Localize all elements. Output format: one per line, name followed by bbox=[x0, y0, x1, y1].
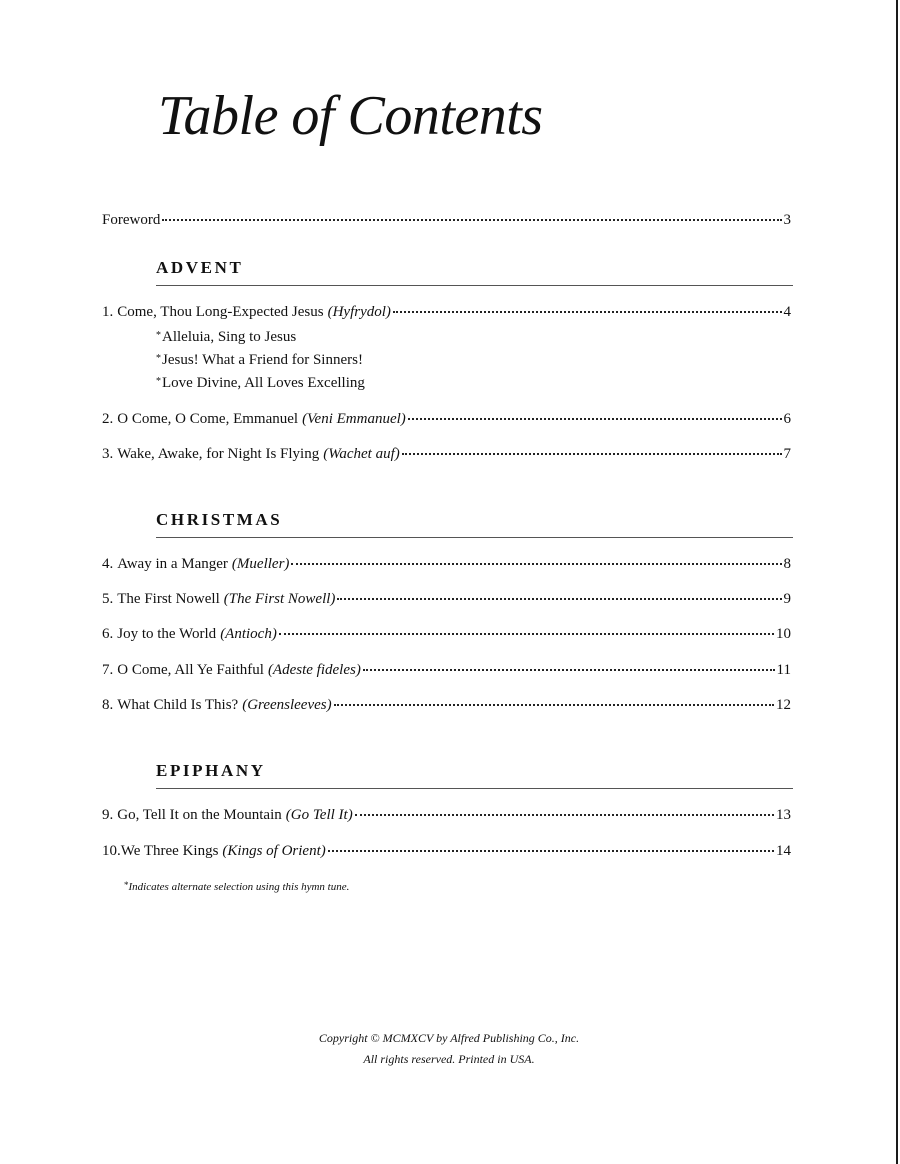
entry-page-number: 14 bbox=[776, 843, 791, 859]
entry-number: 2. bbox=[102, 411, 114, 427]
entry-number: 8. bbox=[102, 697, 114, 713]
entry-title: The First Nowell bbox=[117, 591, 220, 607]
dot-leader bbox=[291, 563, 781, 565]
alternate-selection bbox=[156, 330, 296, 345]
entry-tune: (Adeste fideles) bbox=[267, 662, 361, 678]
asterisk-marker: * bbox=[156, 376, 161, 387]
toc-entry[interactable] bbox=[102, 808, 791, 823]
entry-title: We Three Kings bbox=[120, 843, 219, 859]
rights-line: All rights reserved. Printed in USA. bbox=[363, 1052, 535, 1066]
entry-title: Joy to the World bbox=[117, 626, 217, 642]
entry-title: Wake, Awake, for Night Is Flying bbox=[117, 446, 320, 462]
alternate-title: Love Divine, All Loves Excelling bbox=[162, 375, 365, 391]
dot-leader bbox=[408, 418, 782, 420]
dot-leader bbox=[393, 311, 782, 313]
entry-number: 9. bbox=[102, 807, 114, 823]
entry-page-number: 9 bbox=[783, 591, 791, 607]
toc-entry[interactable] bbox=[102, 592, 791, 607]
toc-entry[interactable] bbox=[102, 412, 791, 427]
section-heading-epiphany: EPIPHANY bbox=[156, 761, 266, 780]
dot-leader bbox=[402, 453, 782, 455]
entry-number: 1. bbox=[102, 304, 114, 320]
entry-title: What Child Is This? bbox=[117, 697, 239, 713]
toc-entry[interactable] bbox=[102, 844, 791, 859]
dot-leader bbox=[279, 633, 774, 635]
entry-title: Foreword bbox=[102, 212, 161, 228]
section-rule bbox=[156, 788, 793, 789]
entry-tune: (Go Tell It) bbox=[285, 807, 353, 823]
page-title: Table of Contents bbox=[158, 85, 543, 147]
entry-tune: (Mueller) bbox=[231, 556, 290, 572]
section-rule bbox=[156, 285, 793, 286]
entry-number: 7. bbox=[102, 662, 114, 678]
entry-page-number: 4 bbox=[783, 304, 791, 320]
entry-tune: (Wachet auf) bbox=[323, 446, 400, 462]
entry-page-number: 6 bbox=[783, 411, 791, 427]
entry-number: 6. bbox=[102, 626, 114, 642]
entry-title: O Come, All Ye Faithful bbox=[117, 662, 264, 678]
entry-tune: (Antioch) bbox=[220, 626, 277, 642]
entry-page-number: 8 bbox=[783, 556, 791, 572]
entry-page-number: 10 bbox=[776, 626, 791, 642]
footnote-text: Indicates alternate selection using this hymn tune. bbox=[128, 881, 350, 893]
alternate-selection bbox=[156, 353, 363, 368]
entry-page-number: 12 bbox=[776, 697, 791, 713]
entry-number: 3. bbox=[102, 446, 114, 462]
entry-tune: (Hyfrydol) bbox=[327, 304, 391, 320]
alternate-selection bbox=[156, 376, 365, 391]
toc-entry-foreword[interactable] bbox=[102, 213, 791, 228]
entry-number: 5. bbox=[102, 591, 114, 607]
asterisk-marker: * bbox=[156, 330, 161, 341]
entry-title: Away in a Manger bbox=[117, 556, 228, 572]
dot-leader bbox=[355, 814, 774, 816]
dot-leader bbox=[337, 598, 781, 600]
toc-entry[interactable] bbox=[102, 447, 791, 462]
alternate-title: Jesus! What a Friend for Sinners! bbox=[162, 352, 363, 368]
toc-entry[interactable] bbox=[102, 663, 791, 678]
toc-entry[interactable] bbox=[102, 305, 791, 320]
dot-leader bbox=[328, 850, 774, 852]
dot-leader bbox=[162, 219, 781, 221]
section-rule bbox=[156, 537, 793, 538]
entry-page-number: 13 bbox=[776, 807, 791, 823]
footnote bbox=[124, 880, 349, 893]
entry-title: Go, Tell It on the Mountain bbox=[117, 807, 282, 823]
asterisk-marker: * bbox=[124, 880, 129, 890]
entry-tune: (Veni Emmanuel) bbox=[302, 411, 406, 427]
entry-tune: (Greensleeves) bbox=[242, 697, 332, 713]
dot-leader bbox=[334, 704, 774, 706]
section-heading-advent: ADVENT bbox=[156, 258, 244, 277]
entry-number: 10. bbox=[102, 843, 121, 859]
asterisk-marker: * bbox=[156, 353, 161, 364]
entry-tune: (Kings of Orient) bbox=[222, 843, 326, 859]
entry-title: Come, Thou Long-Expected Jesus bbox=[117, 304, 324, 320]
toc-entry[interactable] bbox=[102, 698, 791, 713]
entry-page-number: 11 bbox=[776, 662, 791, 678]
entry-tune: (The First Nowell) bbox=[223, 591, 336, 607]
toc-entry[interactable] bbox=[102, 557, 791, 572]
entry-page-number: 7 bbox=[783, 446, 791, 462]
alternate-title: Alleluia, Sing to Jesus bbox=[162, 329, 297, 345]
dot-leader bbox=[363, 669, 775, 671]
entry-page-number: 3 bbox=[783, 212, 791, 228]
toc-entry[interactable] bbox=[102, 627, 791, 642]
entry-title: O Come, O Come, Emmanuel bbox=[117, 411, 299, 427]
entry-number: 4. bbox=[102, 556, 114, 572]
section-heading-christmas: CHRISTMAS bbox=[156, 510, 283, 529]
copyright-line: Copyright © MCMXCV by Alfred Publishing Co., Inc. bbox=[318, 1031, 580, 1045]
